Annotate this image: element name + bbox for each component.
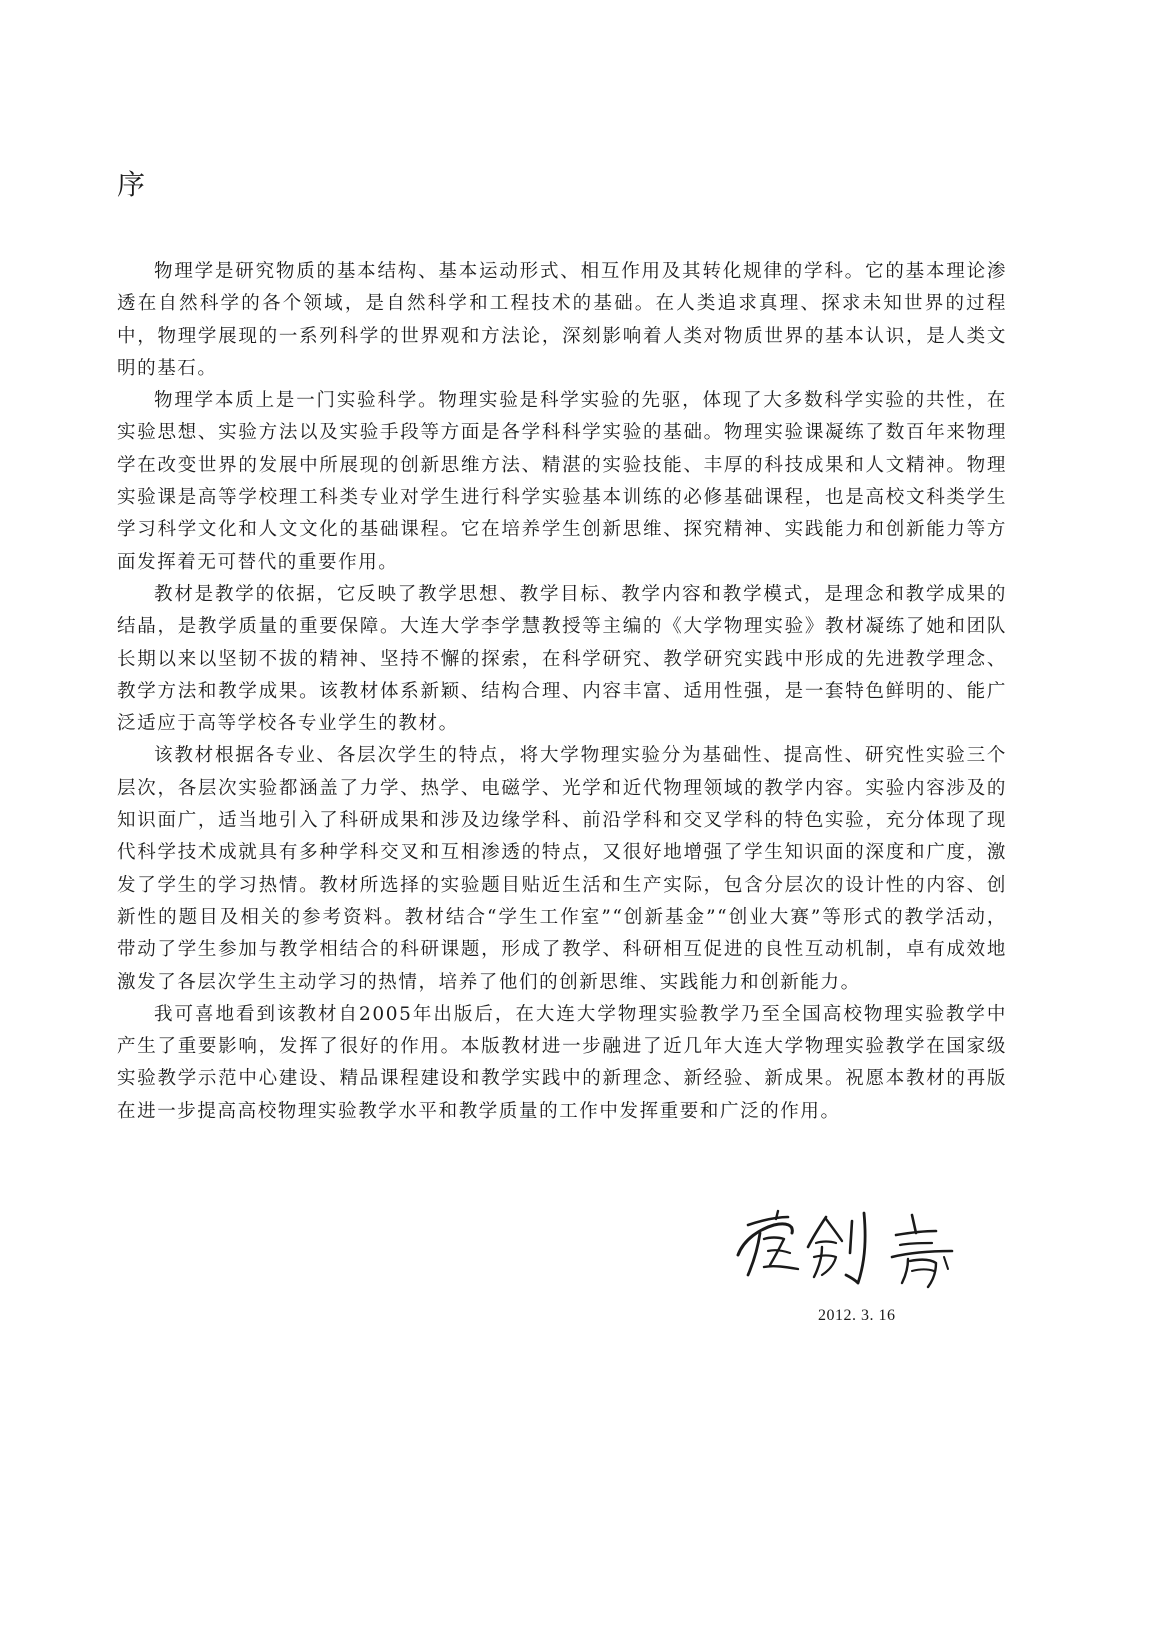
preface-body [117, 256, 1007, 1128]
signature-date: 2012. 3. 16 [818, 1307, 896, 1324]
paragraph-3: 教材是教学的依据，它反映了教学思想、教学目标、教学内容和教学模式，是理念和教学成果的结晶，是教学质量的重要保障。大连大学李学慧教授等主编的《大学物理实验》教材凝练了她和团队长期以来以坚韧不拔的精神、坚持不懈的探索，在科学研究、教学研究实践中形成的先进教学理念、教学方法和教学成果。该教材体系新颖、结构合理、内容丰富、适用性强，是一套特色鲜明的、能广泛适应于高等学校各专业学生的教材。 [117, 583, 1007, 735]
handwritten-signature [730, 1195, 975, 1290]
page-title: 序 [117, 168, 146, 201]
paragraph-5: 我可喜地看到该教材自2005年出版后，在大连大学物理实验教学乃至全国高校物理实验教学中产生了重要影响，发挥了很好的作用。本版教材进一步融进了近几年大连大学物理实验教学在国家级实验教学示范中心建设、精品课程建设和教学实践中的新理念、新经验、新成果。祝愿本教材的再版在进一步提高高校物理实验教学水平和教学质量的工作中发挥重要和广泛的作用。 [117, 1003, 1007, 1122]
paragraph-4: 该教材根据各专业、各层次学生的特点，将大学物理实验分为基础性、提高性、研究性实验三个层次，各层次实验都涵盖了力学、热学、电磁学、光学和近代物理领域的教学内容。实验内容涉及的知识面广，适当地引入了科研成果和涉及边缘学科、前沿学科和交叉学科的特色实验，充分体现了现代科学技术成就具有多种学科交叉和互相渗透的特点，又很好地增强了学生知识面的深度和广度，激发了学生的学习热情。教材所选择的实验题目贴近生活和生产实际，包含分层次的设计性的内容、创新性的题目及相关的参考资料。教材结合“学生工作室”“创新基金”“创业大赛”等形式的教学活动，带动了学生参加与教学相结合的科研课题，形成了教学、科研相互促进的良性互动机制，卓有成效地激发了各层次学生主动学习的热情，培养了他们的创新思维、实践能力和创新能力。 [117, 745, 1007, 993]
paragraph-1: 物理学是研究物质的基本结构、基本运动形式、相互作用及其转化规律的学科。它的基本理论渗透在自然科学的各个领域，是自然科学和工程技术的基础。在人类追求真理、探求未知世界的过程中，物理学展现的一系列科学的世界观和方法论，深刻影响着人类对物质世界的基本认识，是人类文明的基石。 [117, 261, 1007, 379]
paragraph-2: 物理学本质上是一门实验科学。物理实验是科学实验的先驱，体现了大多数科学实验的共性，在实验思想、实验方法以及实验手段等方面是各学科科学实验的基础。物理实验课凝练了数百年来物理学在改变世界的发展中所展现的创新思维方法、精湛的实验技能、丰厚的科技成果和人文精神。物理实验课是高等学校理工科类专业对学生进行科学实验基本训练的必修基础课程，也是高校文科类学生学习科学文化和人文文化的基础课程。它在培养学生创新思维、探究精神、实践能力和创新能力等方面发挥着无可替代的重要作用。 [117, 390, 1007, 573]
